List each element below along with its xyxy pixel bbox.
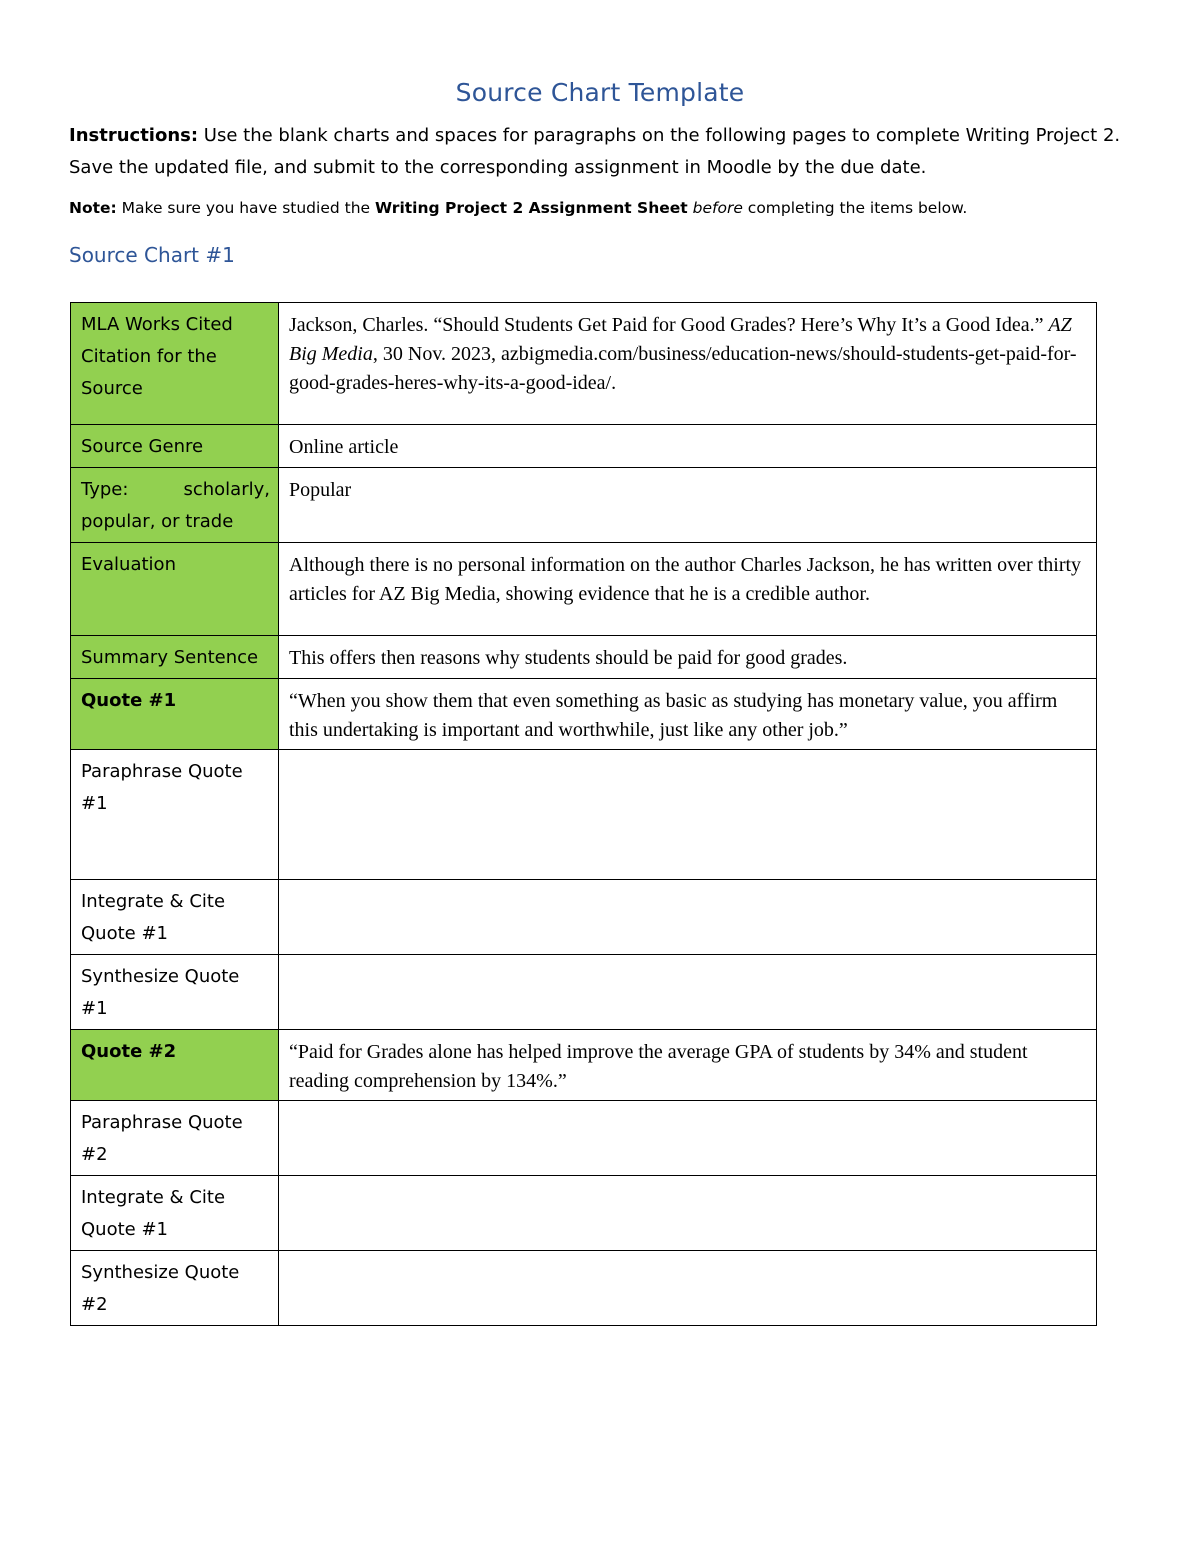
source-chart-table [70, 302, 1097, 1326]
table-row [71, 1101, 1097, 1176]
paraphrase1-label: Paraphrase Quote #1 [71, 750, 279, 880]
integrate1-label: Integrate & Cite Quote #1 [71, 880, 279, 955]
integrate1-cell[interactable] [279, 880, 1097, 955]
table-row [71, 679, 1097, 750]
integrate2-cell[interactable] [279, 1176, 1097, 1251]
table-row [71, 1030, 1097, 1101]
citation-cell[interactable] [279, 303, 1097, 425]
table-row [71, 955, 1097, 1030]
table-row [71, 1251, 1097, 1326]
integrate2-label: Integrate & Cite Quote #1 [71, 1176, 279, 1251]
table-row [71, 636, 1097, 679]
instructions-text: Use the blank charts and spaces for paragraphs on the following pages to complete Writing Project 2. Save the updated file, and submit to the corresponding assignment in Moodle by the due date. [69, 125, 1121, 178]
paraphrase2-label: Paraphrase Quote #2 [71, 1101, 279, 1176]
table-row [71, 303, 1097, 425]
type-label: Type: scholarly, popular, or trade [71, 468, 279, 543]
table-row [71, 880, 1097, 955]
paraphrase1-cell[interactable] [279, 750, 1097, 880]
note-italic-word: before [692, 199, 743, 217]
type-cell[interactable]: Popular [279, 468, 1097, 543]
note-paragraph [69, 196, 1129, 220]
assignment-sheet-title: Writing Project 2 Assignment Sheet [374, 199, 688, 217]
section-heading: Source Chart #1 [69, 243, 235, 267]
instructions-paragraph [69, 120, 1129, 184]
table-row [71, 543, 1097, 636]
evaluation-cell[interactable]: Although there is no personal information on the author Charles Jackson, he has written over thirty articles for AZ Big Media, showing evidence that he is a credible author. [279, 543, 1097, 636]
genre-label: Source Genre [71, 425, 279, 468]
quote1-label: Quote #1 [71, 679, 279, 750]
summary-label: Summary Sentence [71, 636, 279, 679]
synthesize2-cell[interactable] [279, 1251, 1097, 1326]
note-text-b: completing the items below. [742, 199, 968, 217]
note-text-a: Make sure you have studied the [116, 199, 375, 217]
summary-cell[interactable]: This offers then reasons why students should be paid for good grades. [279, 636, 1097, 679]
synthesize1-label: Synthesize Quote #1 [71, 955, 279, 1030]
quote2-label: Quote #2 [71, 1030, 279, 1101]
paraphrase2-cell[interactable] [279, 1101, 1097, 1176]
evaluation-label: Evaluation [71, 543, 279, 636]
quote1-cell[interactable]: “When you show them that even something as basic as studying has monetary value, you affirm this undertaking is important and worthwhile, just like any other job.” [279, 679, 1097, 750]
table-row [71, 425, 1097, 468]
citation-text-a: Jackson, Charles. “Should Students Get Paid for Good Grades? Here’s Why It’s a Good Idea.” [289, 314, 1049, 336]
page-title: Source Chart Template [455, 78, 745, 107]
table-row [71, 468, 1097, 543]
citation-text-b: , 30 Nov. 2023, azbigmedia.com/business/education-news/should-students-get-paid-for-good-grades-heres-why-its-a-good-idea/. [289, 343, 1077, 394]
synthesize1-cell[interactable] [279, 955, 1097, 1030]
table-row [71, 1176, 1097, 1251]
instructions-label: Instructions: [69, 125, 199, 146]
citation-publication: AZ Big Media [289, 314, 1072, 365]
genre-cell[interactable]: Online article [279, 425, 1097, 468]
synthesize2-label: Synthesize Quote #2 [71, 1251, 279, 1326]
quote2-cell[interactable]: “Paid for Grades alone has helped improve the average GPA of students by 34% and student reading comprehension by 134%.” [279, 1030, 1097, 1101]
table-row [71, 750, 1097, 880]
citation-label: MLA Works Cited Citation for the Source [71, 303, 279, 425]
note-label: Note: [69, 199, 117, 217]
